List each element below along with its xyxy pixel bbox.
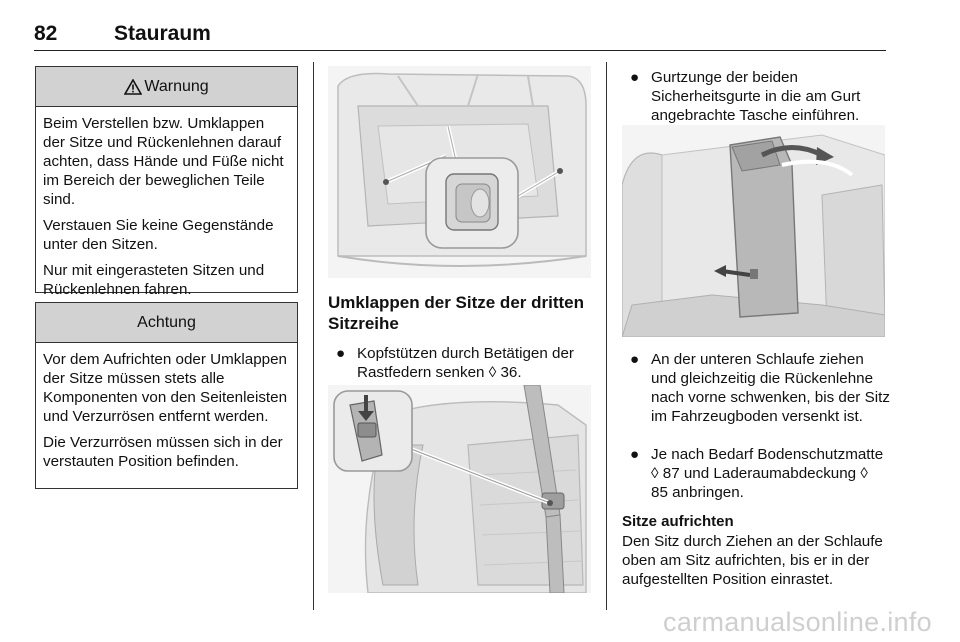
cross-ref-36[interactable]: 36. <box>500 364 522 381</box>
page-header <box>34 22 884 52</box>
page-title: Stauraum <box>114 22 211 45</box>
warning-paragraph: Beim Verstellen bzw. Umklappen der Sitze und Rückenlehnen darauf achten, dass Hände und Füße nicht im Bereich der beweglichen Teile sind. <box>43 115 284 208</box>
illustration-seat-fold <box>622 125 885 337</box>
bullet-text: Je nach Bedarf Bodenschutzmatte <box>651 446 884 463</box>
page-number: 82 <box>34 22 58 45</box>
seat-fold-drawing <box>622 125 885 337</box>
warning-triangle-icon <box>124 79 142 95</box>
bullet-text: Kopfstützen durch Betätigen der Rastfedern senken <box>357 345 574 381</box>
illustration-cargo-latch <box>328 66 591 278</box>
warning-paragraph: Nur mit eingerasteten Sitzen und Rückenlehnen fahren. <box>43 262 265 298</box>
cross-ref-85[interactable]: 85 anbringen. <box>651 484 744 501</box>
cross-ref-icon: ◊ <box>860 465 868 482</box>
illustration-belt-pocket <box>328 385 591 593</box>
bullet-dot: ● <box>630 69 640 86</box>
header-rule <box>34 50 886 51</box>
caution-box-body <box>36 343 297 477</box>
cross-ref-icon: ◊ <box>488 364 497 381</box>
bullet-text: An der unteren Schlaufe ziehen und gleichzeitig die Rückenlehne nach vorne schwenken, bis der Sitz im Fahrzeugboden versenkt ist. <box>651 351 890 425</box>
warning-paragraph: Verstauen Sie keine Gegenstände unter den Sitzen. <box>43 217 274 253</box>
bullet-item-headrests <box>332 344 597 382</box>
bullet-dot: ● <box>336 345 346 362</box>
caution-box <box>35 302 298 489</box>
section-heading: Umklappen der Sitze der dritten Sitzreihe <box>328 293 584 333</box>
bullet-item-floor-mat <box>626 445 888 502</box>
cargo-latch-drawing <box>328 66 591 278</box>
caution-paragraph: Die Verzurrösen müssen sich in der verstauten Position befinden. <box>43 434 283 470</box>
caution-heading: Achtung <box>137 313 196 331</box>
cross-ref-icon: ◊ <box>651 465 659 482</box>
bullet-text: Gurtzunge der beiden Sicherheitsgurte in die am Gurt angebrachte Tasche einführen. <box>651 69 861 124</box>
bullet-item-fold-backrest <box>626 350 890 426</box>
subsection-heading: Sitze aufrichten <box>622 513 734 530</box>
bullet-dot: ● <box>630 351 640 368</box>
caution-box-header <box>36 303 297 343</box>
warning-heading: Warnung <box>144 77 209 95</box>
watermark: carmanualsonline.info <box>663 607 932 637</box>
warning-box-body <box>36 107 297 305</box>
warning-box-header <box>36 67 297 107</box>
cross-ref-87[interactable]: 87 und Laderaumabdeckung <box>662 465 857 482</box>
warning-box <box>35 66 298 298</box>
bullet-item-belt-tongue <box>626 68 888 125</box>
column-divider-1 <box>313 62 314 610</box>
column-divider-2 <box>606 62 607 610</box>
caution-paragraph: Vor dem Aufrichten oder Umklappen der Sitze müssen stets alle Komponenten von den Seitenleisten und Verzurrösen entfernt werden. <box>43 351 288 425</box>
bullet-dot: ● <box>630 446 640 463</box>
subsection-text: Den Sitz durch Ziehen an der Schlaufe oben am Sitz aufrichten, bis er in der aufgestellten Position einrastet. <box>622 533 883 588</box>
belt-pocket-drawing <box>328 385 591 593</box>
